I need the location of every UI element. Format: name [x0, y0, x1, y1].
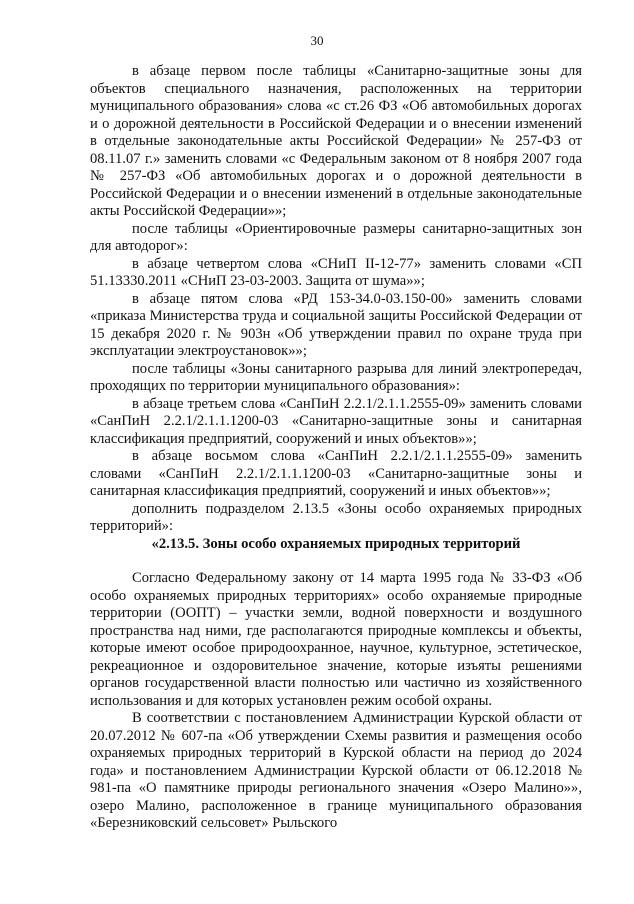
paragraph: В соответствии с постановлением Администрации Курской области от 20.07.2012 № 607-па «Об утверждении Схемы развития и размещения особо охраняемых природных территорий в Курской области на период до 2024 года» и постановлением Администрации Курской области от 06.12.2018 № 981-па «О памятнике природы регионального значения «Озеро Малино»», озеро Малино, расположенное в границе муниципального образования «Березниковский сельсовет» Рыльского — [90, 710, 582, 831]
page-number: 30 — [310, 33, 324, 48]
document-body — [90, 63, 582, 833]
paragraph: дополнить подразделом 2.13.5 «Зоны особо охраняемых природных территорий»: — [90, 500, 582, 534]
paragraph: в абзаце четвертом слова «СНиП II-12-77» заменить словами «СП 51.13330.2011 «СНиП 23-03-2003. Защита от шума»»; — [90, 255, 582, 289]
paragraph: после таблицы «Зоны санитарного разрыва для линий электропередач, проходящих по территории муниципального образования»: — [90, 360, 582, 394]
paragraph: в абзаце восьмом слова «СанПиН 2.2.1/2.1.1.2555-09» заменить словами «СанПиН 2.2.1/2.1.1.1200-03 «Санитарно-защитные зоны и санитарная классификация предприятий, сооружений и иных объектов»»; — [90, 448, 582, 499]
paragraph: после таблицы «Ориентировочные размеры санитарно-защитных зон для автодорог»: — [90, 220, 582, 254]
paragraph: в абзаце первом после таблицы «Санитарно-защитные зоны для объектов специального назначения, расположенных на территории муниципального образования» слова «с ст.26 ФЗ «Об автомобильных дорогах и о дорожной деятельности в Российской Федерации и о внесении изменений в отдельные законодательные акты Российской Федерации» № 257-ФЗ от 08.11.07 г.» заменить словами «с Федеральным законом от 8 ноября 2007 года № 257-ФЗ «Об автомобильных дорогах и о дорожной деятельности в Российской Федерации и о внесении изменений в отдельные законодательные акты Российской Федерации»»; — [90, 63, 582, 219]
paragraph: Согласно Федеральному закону от 14 марта 1995 года № 33-ФЗ «Об особо охраняемых природных территориях» особо охраняемые природные территории (ООПТ) – участки земли, водной поверхности и воздушного пространства над ними, где располагаются природные комплексы и объекты, которые имеют особое природоохранное, научное, культурное, эстетическое, рекреационное и оздоровительное значение, которые изъяты решениями органов государственной власти полностью или частично из хозяйственного использования и для которых установлен режим особой охраны. — [90, 570, 582, 709]
paragraph: в абзаце третьем слова «СанПиН 2.2.1/2.1.1.2555-09» заменить словами «СанПиН 2.2.1/2.1.1.1200-03 «Санитарно-защитные зоны и санитарная классификация предприятий, сооружений и иных объектов»»; — [90, 395, 582, 447]
paragraph: в абзаце пятом слова «РД 153-34.0-03.150-00» заменить словами «приказа Министерства труда и социальной защиты Российской Федерации от 15 декабря 2020 г. № 903н «Об утверждении правил по охране труда при эксплуатации электроустановок»»; — [90, 290, 582, 359]
section-heading: «2.13.5. Зоны особо охраняемых природных территорий — [151, 535, 521, 552]
